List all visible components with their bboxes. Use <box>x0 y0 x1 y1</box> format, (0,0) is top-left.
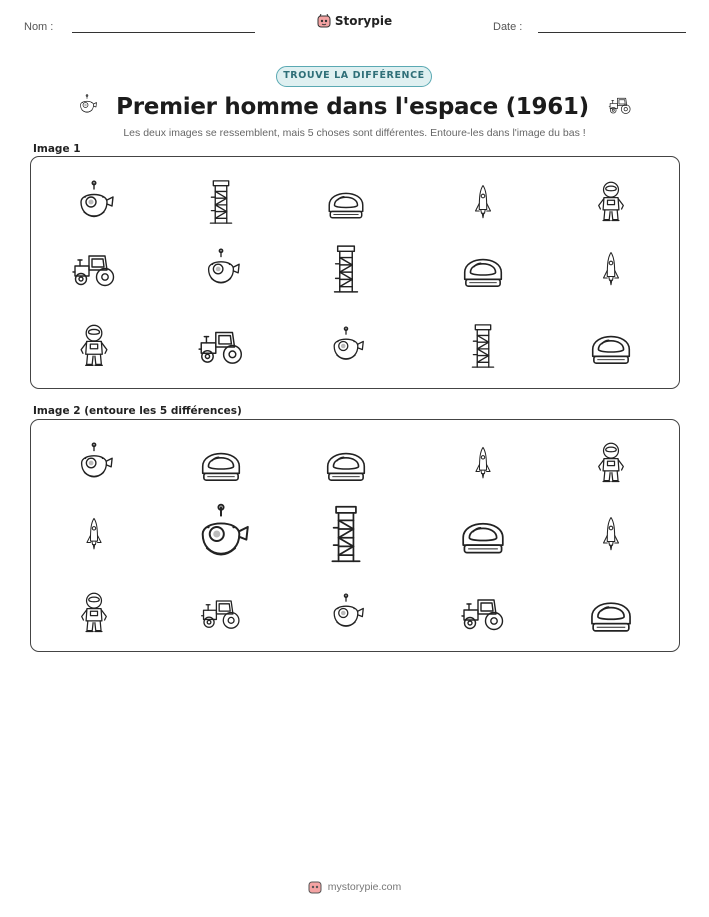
tractor-icon <box>195 320 247 372</box>
footer <box>0 880 709 894</box>
tractor-icon[interactable] <box>198 590 244 636</box>
capsule-icon[interactable] <box>190 503 252 565</box>
tractor-icon[interactable] <box>458 588 508 638</box>
storypie-logo-icon <box>308 880 322 894</box>
capsule-icon <box>72 180 116 224</box>
rocket-icon[interactable] <box>466 446 500 480</box>
image2-label: Image 2 (entoure les 5 différences) <box>33 405 242 417</box>
astronaut-icon[interactable] <box>589 441 633 485</box>
capsule-icon <box>326 326 366 366</box>
name-label: Nom : <box>24 21 54 33</box>
launch-tower-icon <box>459 322 507 370</box>
helmet-icon <box>459 245 507 293</box>
rocket-icon[interactable] <box>593 516 629 552</box>
rocket-icon <box>465 184 501 220</box>
image1-panel <box>30 156 680 389</box>
name-field-line[interactable] <box>72 32 255 33</box>
storypie-logo-icon <box>317 14 331 28</box>
capsule-icon[interactable] <box>326 593 366 633</box>
instructions: Les deux images se ressemblent, mais 5 choses sont différentes. Entoure-les dans l'image du bas ! <box>123 127 586 139</box>
astronaut-icon <box>71 323 117 369</box>
capsule-icon <box>200 248 242 290</box>
helmet-icon <box>324 180 368 224</box>
launch-tower-icon <box>320 243 372 295</box>
brand-logo <box>0 14 709 28</box>
helmet-icon[interactable] <box>586 588 636 638</box>
capsule-icon <box>76 94 98 120</box>
title-row <box>0 90 709 124</box>
astronaut-icon[interactable] <box>72 591 116 635</box>
activity-badge: TROUVE LA DIFFÉRENCE <box>276 66 432 87</box>
launch-tower-icon <box>197 178 245 226</box>
date-label: Date : <box>493 21 523 33</box>
image1-label: Image 1 <box>33 143 81 155</box>
helmet-icon <box>587 322 635 370</box>
launch-tower-icon[interactable] <box>315 503 377 565</box>
tractor-icon <box>69 244 119 294</box>
brand-name: Storypie <box>334 14 393 28</box>
helmet-icon[interactable] <box>322 439 370 487</box>
tractor-icon <box>607 92 633 122</box>
rocket-icon <box>593 251 629 287</box>
footer-url: mystorypie.com <box>327 881 402 893</box>
astronaut-icon <box>589 180 633 224</box>
helmet-icon[interactable] <box>457 508 509 560</box>
image2-panel[interactable] <box>30 419 680 652</box>
capsule-icon[interactable] <box>73 442 115 484</box>
page-title: Premier homme dans l'espace (1961) <box>116 94 589 120</box>
helmet-icon[interactable] <box>197 439 245 487</box>
rocket-icon[interactable] <box>77 517 111 551</box>
date-field-line[interactable] <box>538 32 686 33</box>
